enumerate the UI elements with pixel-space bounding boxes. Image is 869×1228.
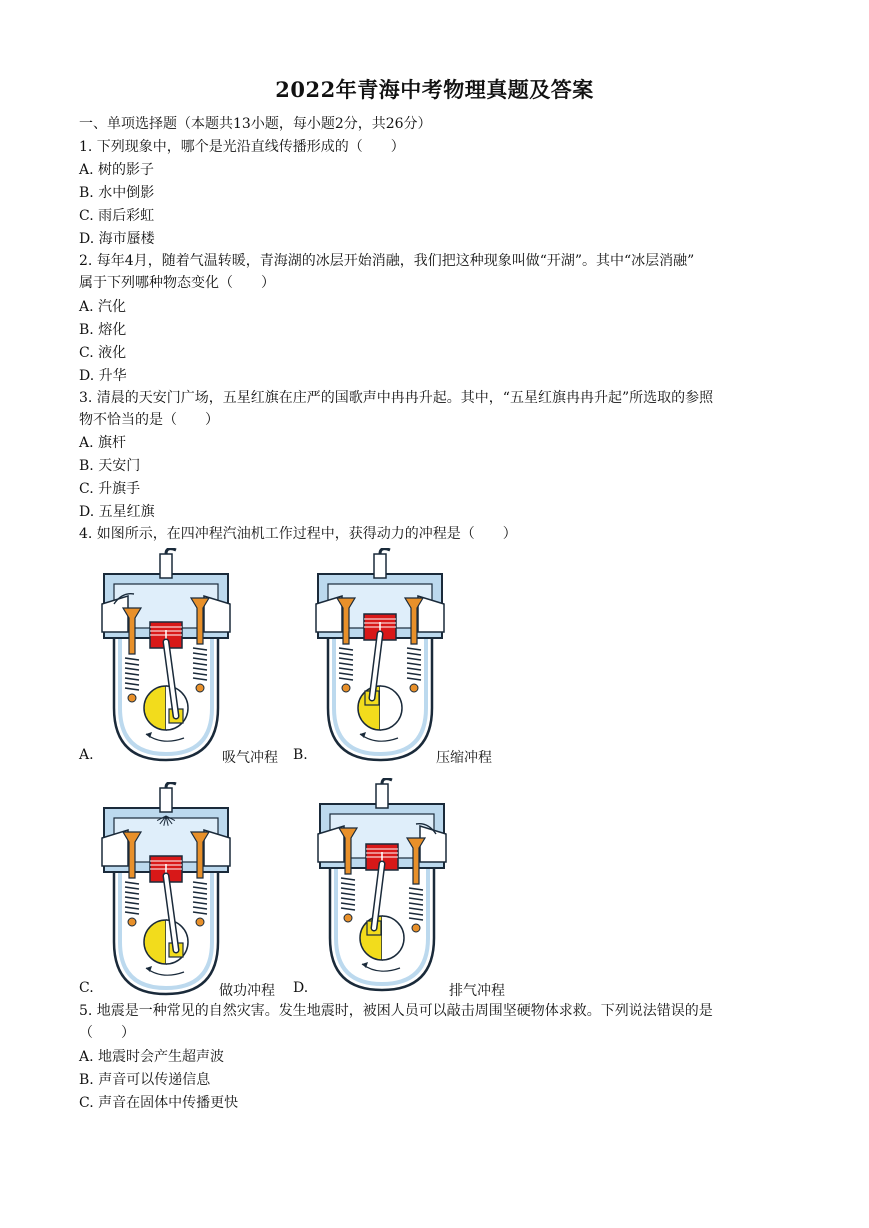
question-2-stem-line1: 2. 每年4月，随着气温转暖，青海湖的冰层开始消融，我们把这种现象叫做“开湖”。其中“冰层消融” <box>79 253 695 269</box>
spark-plug <box>160 788 172 812</box>
spark-plug <box>374 554 386 578</box>
figure-option-a-letter: A. <box>79 747 94 763</box>
figure-option-a-caption: 吸气冲程 <box>222 750 278 766</box>
question-3-stem-line1: 3. 清晨的天安门广场，五星红旗在庄严的国歌声中冉冉升起。其中，“五星红旗冉冉升起”所选取的参照 <box>79 390 714 406</box>
spark-plug-wire <box>382 779 392 784</box>
question-5-option-a: A. 地震时会产生超声波 <box>79 1049 225 1065</box>
valve-cam <box>342 684 350 692</box>
figure-option-c-caption: 做功冲程 <box>219 983 275 999</box>
page-title: 2022年青海中考物理真题及答案 <box>275 77 594 102</box>
spark-plug <box>160 554 172 578</box>
valve-cam <box>412 924 420 932</box>
question-1-option-c: C. 雨后彩虹 <box>79 208 155 224</box>
spark-plug <box>376 784 388 808</box>
question-3-option-b: B. 天安门 <box>79 458 141 474</box>
question-1-option-b: B. 水中倒影 <box>79 185 155 201</box>
spark-plug-wire <box>380 549 390 554</box>
figure-option-b-caption: 压缩冲程 <box>436 750 492 766</box>
question-3-stem-line2: 物不恰当的是（ ） <box>79 412 219 428</box>
valve-cam <box>410 684 418 692</box>
question-4-stem: 4. 如图所示，在四冲程汽油机工作过程中，获得动力的冲程是（ ） <box>79 526 517 542</box>
figure-option-d-caption: 排气冲程 <box>449 983 505 999</box>
question-2-option-c: C. 液化 <box>79 345 127 361</box>
question-3-option-a: A. 旗杆 <box>79 435 127 451</box>
question-5-option-b: B. 声音可以传递信息 <box>79 1072 211 1088</box>
valve-cam <box>196 918 204 926</box>
question-5-stem-line2: （ ） <box>79 1025 135 1041</box>
engine-diagram-intake <box>100 548 232 766</box>
question-2-option-d: D. 升华 <box>79 368 127 384</box>
question-3-option-c: C. 升旗手 <box>79 481 141 497</box>
figure-option-c-letter: C. <box>79 980 94 996</box>
engine-figure-exhaust <box>316 778 448 996</box>
figure-option-d-letter: D. <box>293 980 309 996</box>
question-5-option-c: C. 声音在固体中传播更快 <box>79 1095 239 1111</box>
question-1-option-d: D. 海市蜃楼 <box>79 231 155 247</box>
valve-cam <box>344 914 352 922</box>
valve-cam <box>196 684 204 692</box>
engine-figure-intake <box>100 548 232 766</box>
spark-plug-wire <box>166 783 176 788</box>
question-1-option-a: A. 树的影子 <box>79 162 155 178</box>
figure-option-b-letter: B. <box>293 747 308 763</box>
valve-cam <box>128 694 136 702</box>
engine-figure-compression <box>314 548 446 766</box>
question-2-option-b: B. 熔化 <box>79 322 127 338</box>
engine-diagram-compression <box>314 548 446 766</box>
engine-diagram-exhaust <box>316 778 448 996</box>
section-heading: 一、单项选择题（本题共13小题，每小题2分，共26分） <box>79 116 432 132</box>
question-2-option-a: A. 汽化 <box>79 299 127 315</box>
question-2-stem-line2: 属于下列哪种物态变化（ ） <box>79 275 275 291</box>
question-1-stem: 1. 下列现象中，哪个是光沿直线传播形成的（ ） <box>79 139 405 155</box>
question-5-stem-line1: 5. 地震是一种常见的自然灾害。发生地震时，被困人员可以敲击周围坚硬物体求救。下列说法错误的是 <box>79 1003 713 1019</box>
question-3-option-d: D. 五星红旗 <box>79 504 155 520</box>
valve-cam <box>128 918 136 926</box>
spark-plug-wire <box>166 549 176 554</box>
engine-figure-power <box>100 782 232 1000</box>
engine-diagram-power <box>100 782 232 1000</box>
